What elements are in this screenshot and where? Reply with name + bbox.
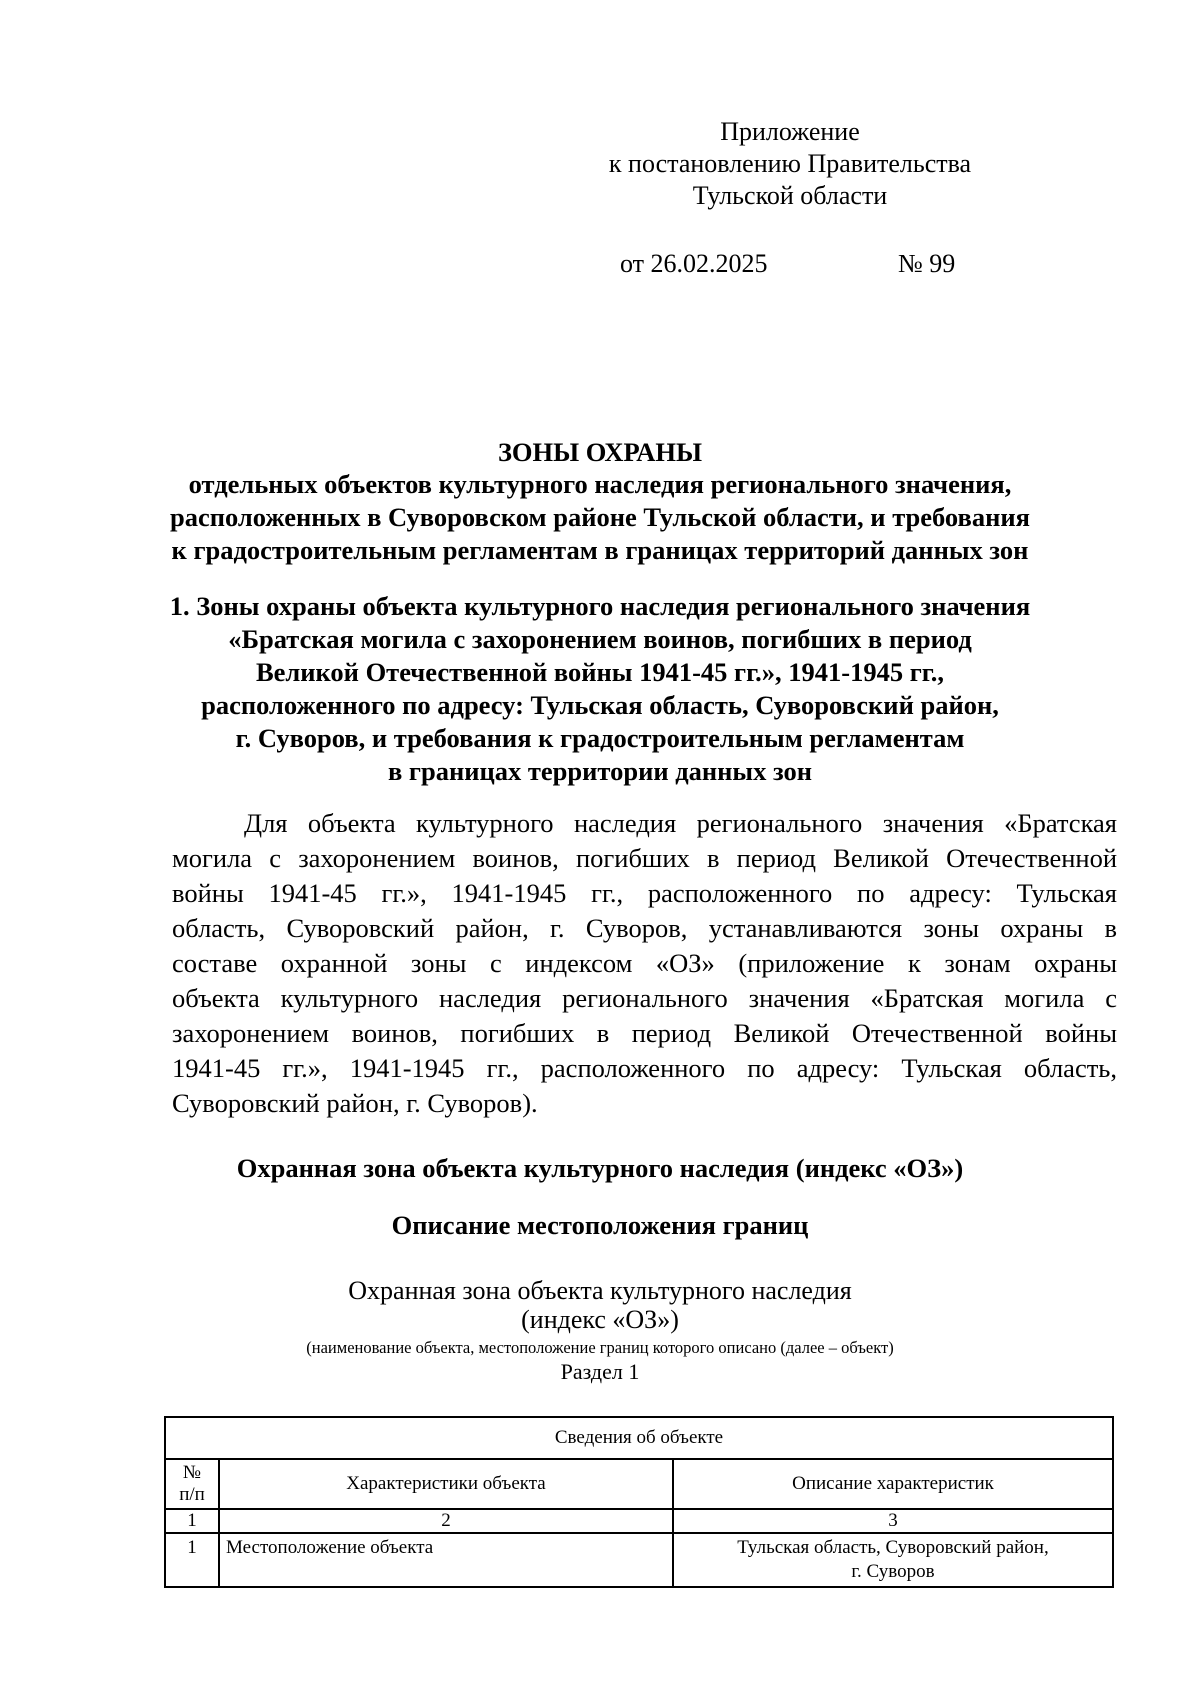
appendix-region: Тульской области [692,181,888,210]
subtitle-line: к градостроительным регламентам в границах территорий данных зон [171,535,1029,565]
paragraph-line: область, Суворовский район, г. Суворов, устанавливаются зоны охраны в [172,913,1117,943]
object-note: (наименование объекта, местоположение границ которого описано (далее – объект) [306,1338,894,1357]
object-info-table [164,1416,1114,1588]
table-caption-row [165,1417,1113,1459]
row-description [673,1533,1113,1587]
boundary-heading: Описание местоположения границ [391,1210,809,1240]
section-heading-line: 1. Зоны охраны объекта культурного наследия регионального значения [169,591,1031,621]
index-cell: 3 [673,1509,1113,1533]
subtitle-line: расположенных в Суворовском районе Тульской области, и требования [170,502,1030,532]
appendix-header [560,116,1020,212]
header-num-part: п/п [179,1484,205,1505]
paragraph-line: 1941-45 гг.», 1941-1945 гг., расположенного по адресу: Тульская область, [172,1053,1117,1083]
subtitle-line: отдельных объектов культурного наследия регионального значения, [188,469,1012,499]
paragraph-line: могила с захоронением воинов, погибших в период Великой Отечественной [172,843,1117,873]
paragraph-line: Для объекта культурного наследия регионального значения «Братская [244,808,1117,838]
row-characteristic: Местоположение объекта [219,1533,673,1587]
decree-number: № 99 [898,249,956,278]
paragraph-line: войны 1941-45 гг.», 1941-1945 гг., расположенного по адресу: Тульская [172,878,1117,908]
header-num-part: № [182,1462,202,1483]
header-description: Описание характеристик [673,1459,1113,1509]
decree-date-line [620,248,1040,280]
paragraph-line: Суворовский район, г. Суворов). [172,1088,538,1118]
section-1-heading [100,590,1100,788]
row-num: 1 [165,1533,219,1587]
object-description [100,1276,1100,1334]
paragraph-line: захоронением воинов, погибших в период Великой Отечественной войны [172,1018,1117,1048]
appendix-decree: к постановлению Правительства [608,149,972,178]
document-subtitle [100,468,1100,567]
object-index-line: (индекс «ОЗ») [521,1305,679,1334]
table-index-row [165,1509,1113,1533]
section-heading-line: «Братская могила с захоронением воинов, погибших в период [228,624,972,654]
table-header-row [165,1459,1113,1509]
appendix-label: Приложение [720,117,860,146]
object-name-line: Охранная зона объекта культурного наследия [348,1276,852,1305]
table-caption: Сведения об объекте [165,1417,1113,1459]
row-description-line: Тульская область, Суворовский район, [737,1537,1049,1558]
row-description-line: г. Суворов [851,1561,935,1582]
section-label: Раздел 1 [560,1359,640,1384]
table-row [165,1533,1113,1587]
section-heading-line: Великой Отечественной войны 1941-45 гг.», 1941-1945 гг., [255,657,945,687]
section-heading-line: в границах территории данных зон [388,756,812,786]
header-characteristic: Характеристики объекта [219,1459,673,1509]
header-num-label [172,1462,212,1506]
paragraph-line: объекта культурного наследия регионального значения «Братская могила с [172,983,1117,1013]
section-heading-line: г. Суворов, и требования к градостроительным регламентам [235,723,965,753]
document-title: ЗОНЫ ОХРАНЫ [497,437,703,467]
index-cell: 1 [165,1509,219,1533]
index-cell: 2 [219,1509,673,1533]
zone-heading: Охранная зона объекта культурного наследия (индекс «ОЗ») [236,1153,964,1183]
body-paragraph [172,806,1117,1121]
section-heading-line: расположенного по адресу: Тульская область, Суворовский район, [201,690,999,720]
paragraph-line: составе охранной зоны с индексом «ОЗ» (приложение к зонам охраны [172,948,1117,978]
decree-date: от 26.02.2025 [620,249,768,278]
header-num [165,1459,219,1509]
